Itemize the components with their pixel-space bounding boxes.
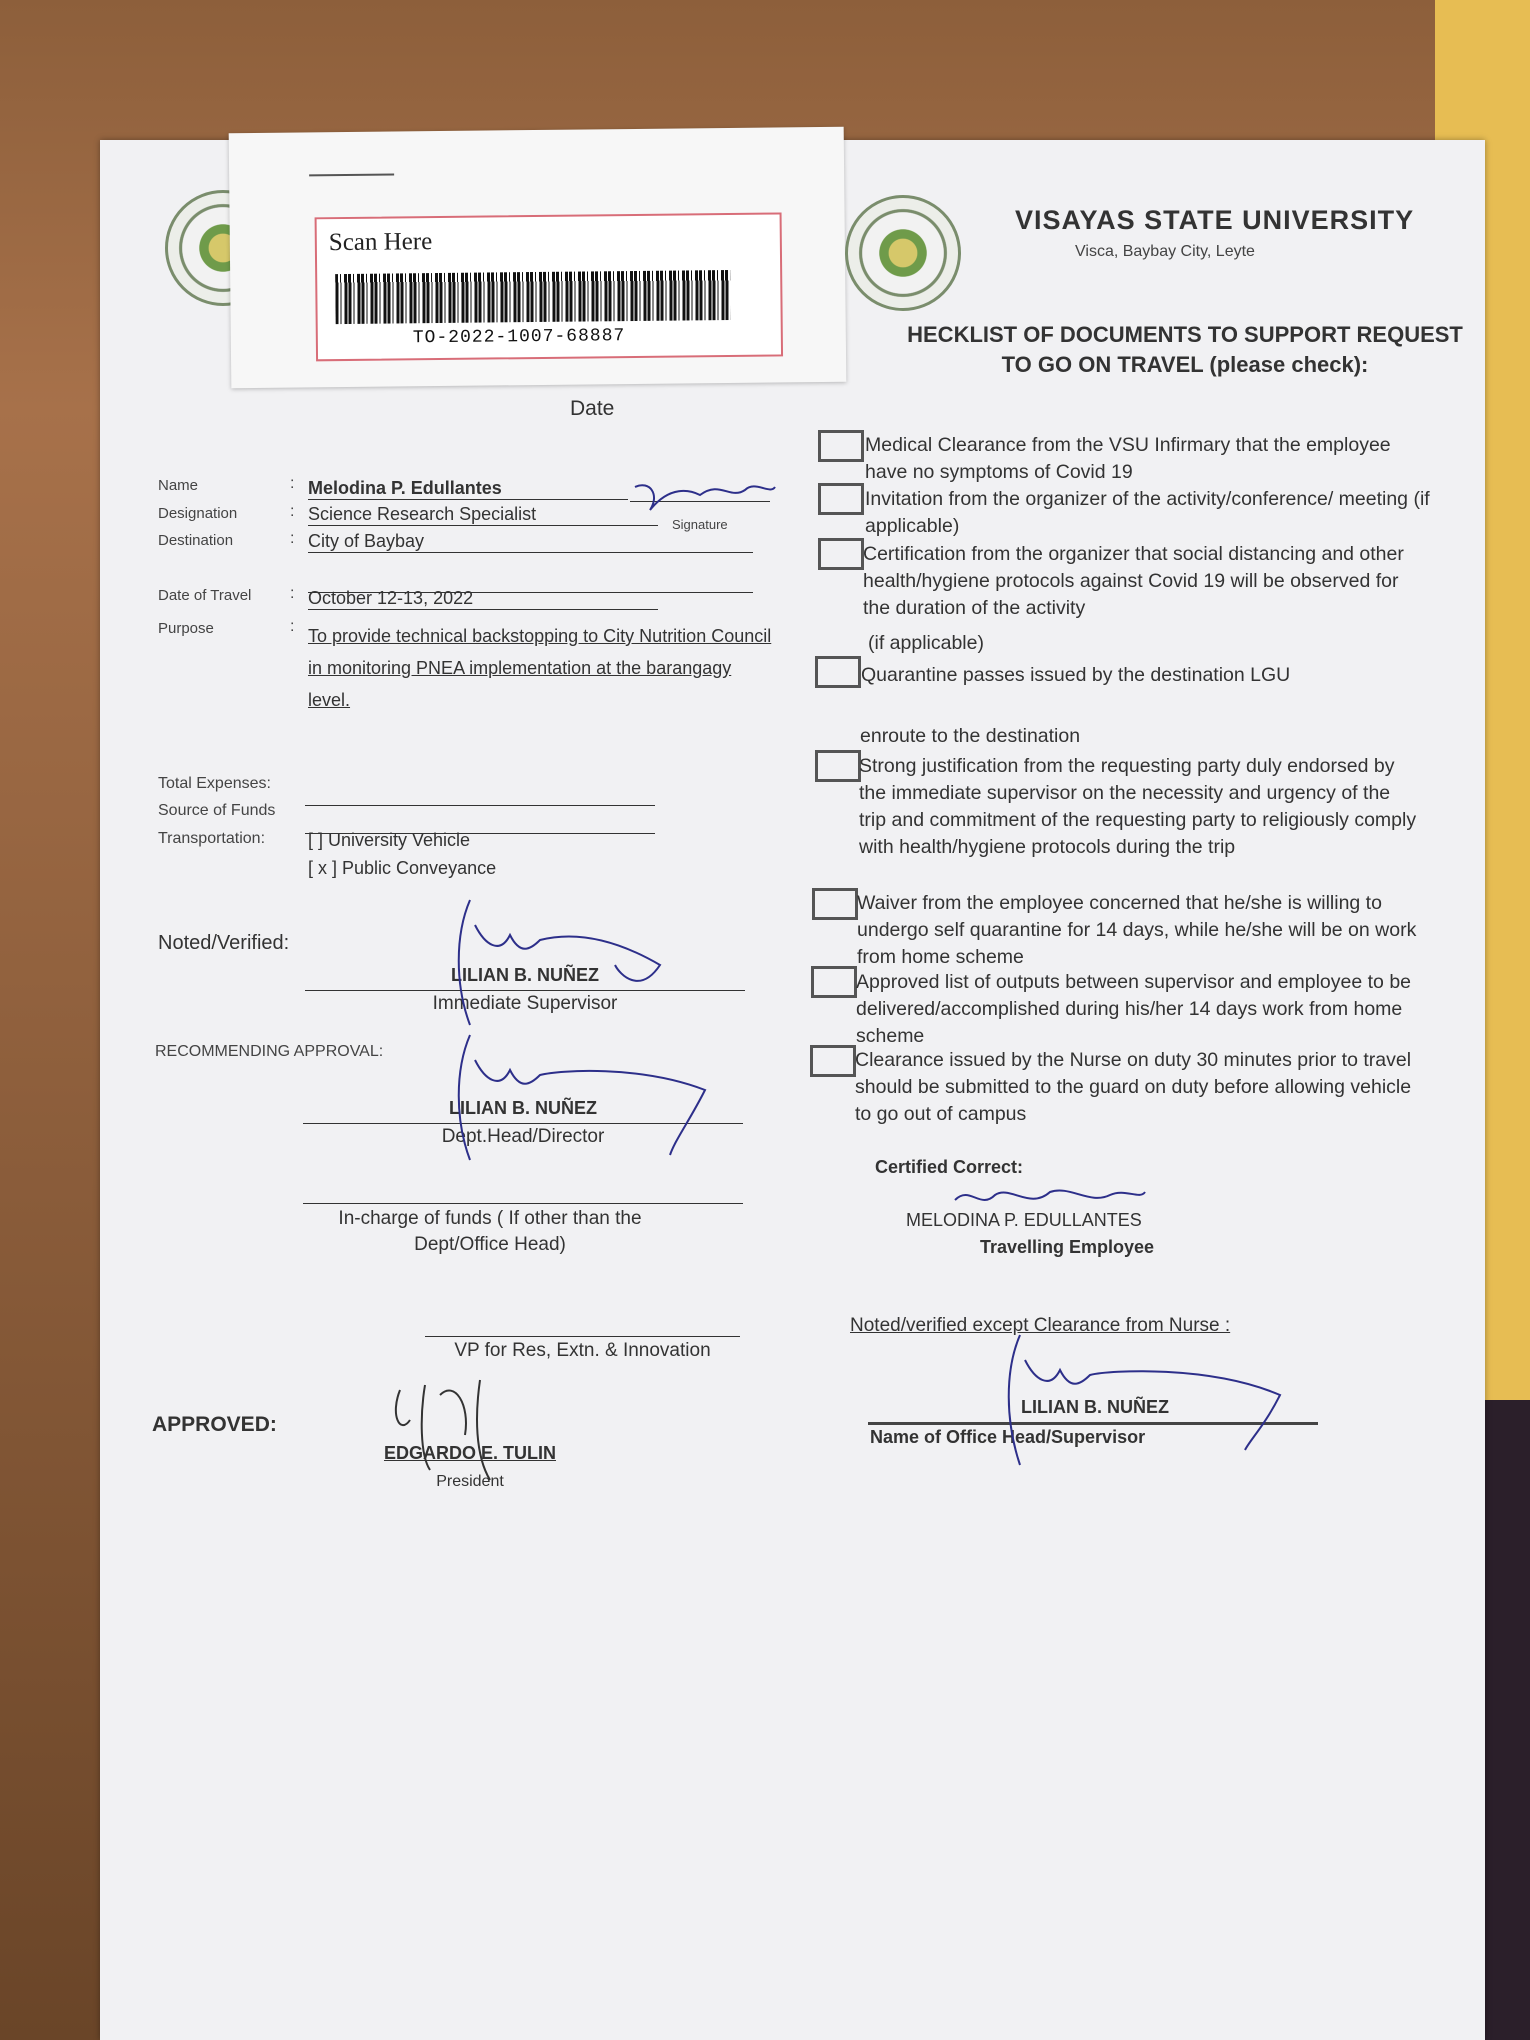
checklist-title-line1: HECKLIST OF DOCUMENTS TO SUPPORT REQUEST — [907, 322, 1463, 347]
recommending-approval-label: RECOMMENDING APPROVAL: — [155, 1043, 384, 1060]
date-of-travel-value: October 12-13, 2022 — [308, 588, 658, 610]
checklist-item-medical-clearance: Medical Clearance from the VSU Infirmary that the employee have no symptoms of Covid 19 — [865, 434, 1391, 483]
total-expenses-line — [305, 805, 655, 806]
checkbox-invitation[interactable] — [818, 483, 864, 515]
purpose-value: To provide technical backstopping to City Nutrition Council in monitoring PNEA implementation at the barangagy level. — [308, 626, 772, 710]
checkbox-waiver[interactable] — [812, 888, 858, 920]
designation-value: Science Research Specialist — [308, 504, 658, 526]
vp-title: VP for Res, Extn. & Innovation — [454, 1340, 711, 1361]
barcode-number: TO-2022-1007-68887 — [412, 326, 626, 349]
office-head-title: Name of Office Head/Supervisor — [870, 1427, 1146, 1447]
checklist-item-enroute: enroute to the destination — [860, 725, 1081, 747]
checkbox-quarantine-passes[interactable] — [815, 656, 861, 688]
certified-signature-ink — [950, 1180, 1150, 1220]
checkbox-approved-outputs[interactable] — [811, 966, 857, 998]
travelling-employee-title: Travelling Employee — [980, 1237, 1155, 1257]
scan-title: Scan Here — [328, 228, 433, 257]
total-expenses-label: Total Expenses: — [158, 775, 271, 792]
designation-label: Designation — [158, 505, 238, 522]
checkbox-strong-justification[interactable] — [815, 750, 861, 782]
incharge-sign-line — [303, 1203, 743, 1204]
checklist-item-quarantine-passes: Quarantine passes issued by the destination LGU — [861, 664, 1291, 686]
president-title: President — [436, 1473, 504, 1490]
checkbox-nurse-clearance[interactable] — [810, 1045, 856, 1077]
scan-box — [315, 212, 783, 361]
barcode-image — [335, 270, 731, 324]
barcode-slip — [229, 127, 847, 388]
date-label: Date — [570, 397, 615, 420]
university-name: VISAYAS STATE UNIVERSITY — [1015, 205, 1415, 235]
checklist-item-certification: Certification from the organizer that social distancing and other health/hygiene protocols against Covid 19 will be observed for the duration of the activity — [863, 543, 1404, 619]
checklist-item-nurse-clearance: Clearance issued by the Nurse on duty 30 minutes prior to travel should be submitted to the guard on duty before allowing vehicle to go out of campus — [855, 1049, 1412, 1125]
purpose-label: Purpose — [158, 620, 214, 637]
destination-label: Destination — [158, 532, 234, 549]
university-address: Visca, Baybay City, Leyte — [1075, 243, 1255, 260]
employee-signature-ink — [630, 475, 780, 525]
transport-option-public-conveyance: [ x ] Public Conveyance — [308, 858, 497, 878]
colon: : — [290, 503, 295, 520]
date-of-travel-label: Date of Travel — [158, 587, 252, 604]
checklist-title — [840, 320, 1530, 380]
university-seal-right — [845, 195, 961, 311]
office-head-name: LILIAN B. NUÑEZ — [1021, 1397, 1169, 1417]
checkbox-certification[interactable] — [818, 538, 864, 570]
checklist-item-approved-outputs: Approved list of outputs between supervisor and employee to be delivered/accomplished during his/her 14 days work from home scheme — [856, 971, 1412, 1047]
vp-sign-line — [425, 1336, 740, 1337]
transport-option-university-vehicle: [ ] University Vehicle — [308, 830, 471, 850]
supervisor-signature-ink — [400, 895, 680, 1035]
destination-value: City of Baybay — [308, 531, 753, 553]
signature-label: Signature — [672, 517, 728, 532]
name-value: Melodina P. Edullantes — [308, 478, 628, 500]
checklist-item-waiver: Waiver from the employee concerned that he/she is willing to undergo self quarantine for 14 days, while he/she will be on work from home scheme — [857, 892, 1417, 968]
slip-line — [309, 173, 394, 176]
dept-head-title: Dept.Head/Director — [441, 1126, 605, 1147]
office-head-signature-ink — [960, 1330, 1290, 1470]
approved-label: APPROVED: — [152, 1413, 277, 1436]
dept-head-name: LILIAN B. NUÑEZ — [449, 1098, 597, 1118]
incharge-title-line1: In-charge of funds ( If other than the — [338, 1208, 642, 1229]
checklist-item-strong-justification: Strong justification from the requesting party duly endorsed by the immediate supervisor on the necessity and urgency of the trip and commitment of the requesting party to religiously comply with health/hygiene protocols during the trip — [859, 755, 1417, 858]
source-of-funds-label: Source of Funds — [158, 802, 276, 819]
supervisor-name: LILIAN B. NUÑEZ — [451, 965, 599, 985]
colon: : — [290, 618, 295, 635]
travelling-employee-name: MELODINA P. EDULLANTES — [906, 1210, 1142, 1230]
checklist-item-invitation: Invitation from the organizer of the activity/conference/ meeting (if applicable) — [865, 488, 1430, 537]
checklist-title-line2: TO GO ON TRAVEL (please check): — [1001, 352, 1369, 377]
supervisor-title: Immediate Supervisor — [432, 993, 618, 1014]
checklist-item-if-applicable: (if applicable) — [868, 632, 984, 654]
dept-head-signature-ink — [400, 1030, 720, 1170]
colon: : — [290, 530, 295, 547]
noted-except-label: Noted/verified except Clearance from Nurse : — [850, 1315, 1231, 1336]
checkbox-medical-clearance[interactable] — [818, 430, 864, 462]
transportation-label: Transportation: — [158, 830, 266, 847]
colon: : — [290, 585, 295, 602]
president-signature-ink — [380, 1375, 540, 1485]
certified-correct-label: Certified Correct: — [875, 1157, 1024, 1177]
noted-verified-label: Noted/Verified: — [158, 932, 290, 954]
president-name: EDGARDO E. TULIN — [383, 1443, 556, 1463]
colon: : — [290, 475, 295, 492]
incharge-title-line2: Dept/Office Head) — [414, 1234, 566, 1255]
travel-order-document — [100, 140, 1485, 2040]
name-label: Name — [158, 477, 199, 494]
